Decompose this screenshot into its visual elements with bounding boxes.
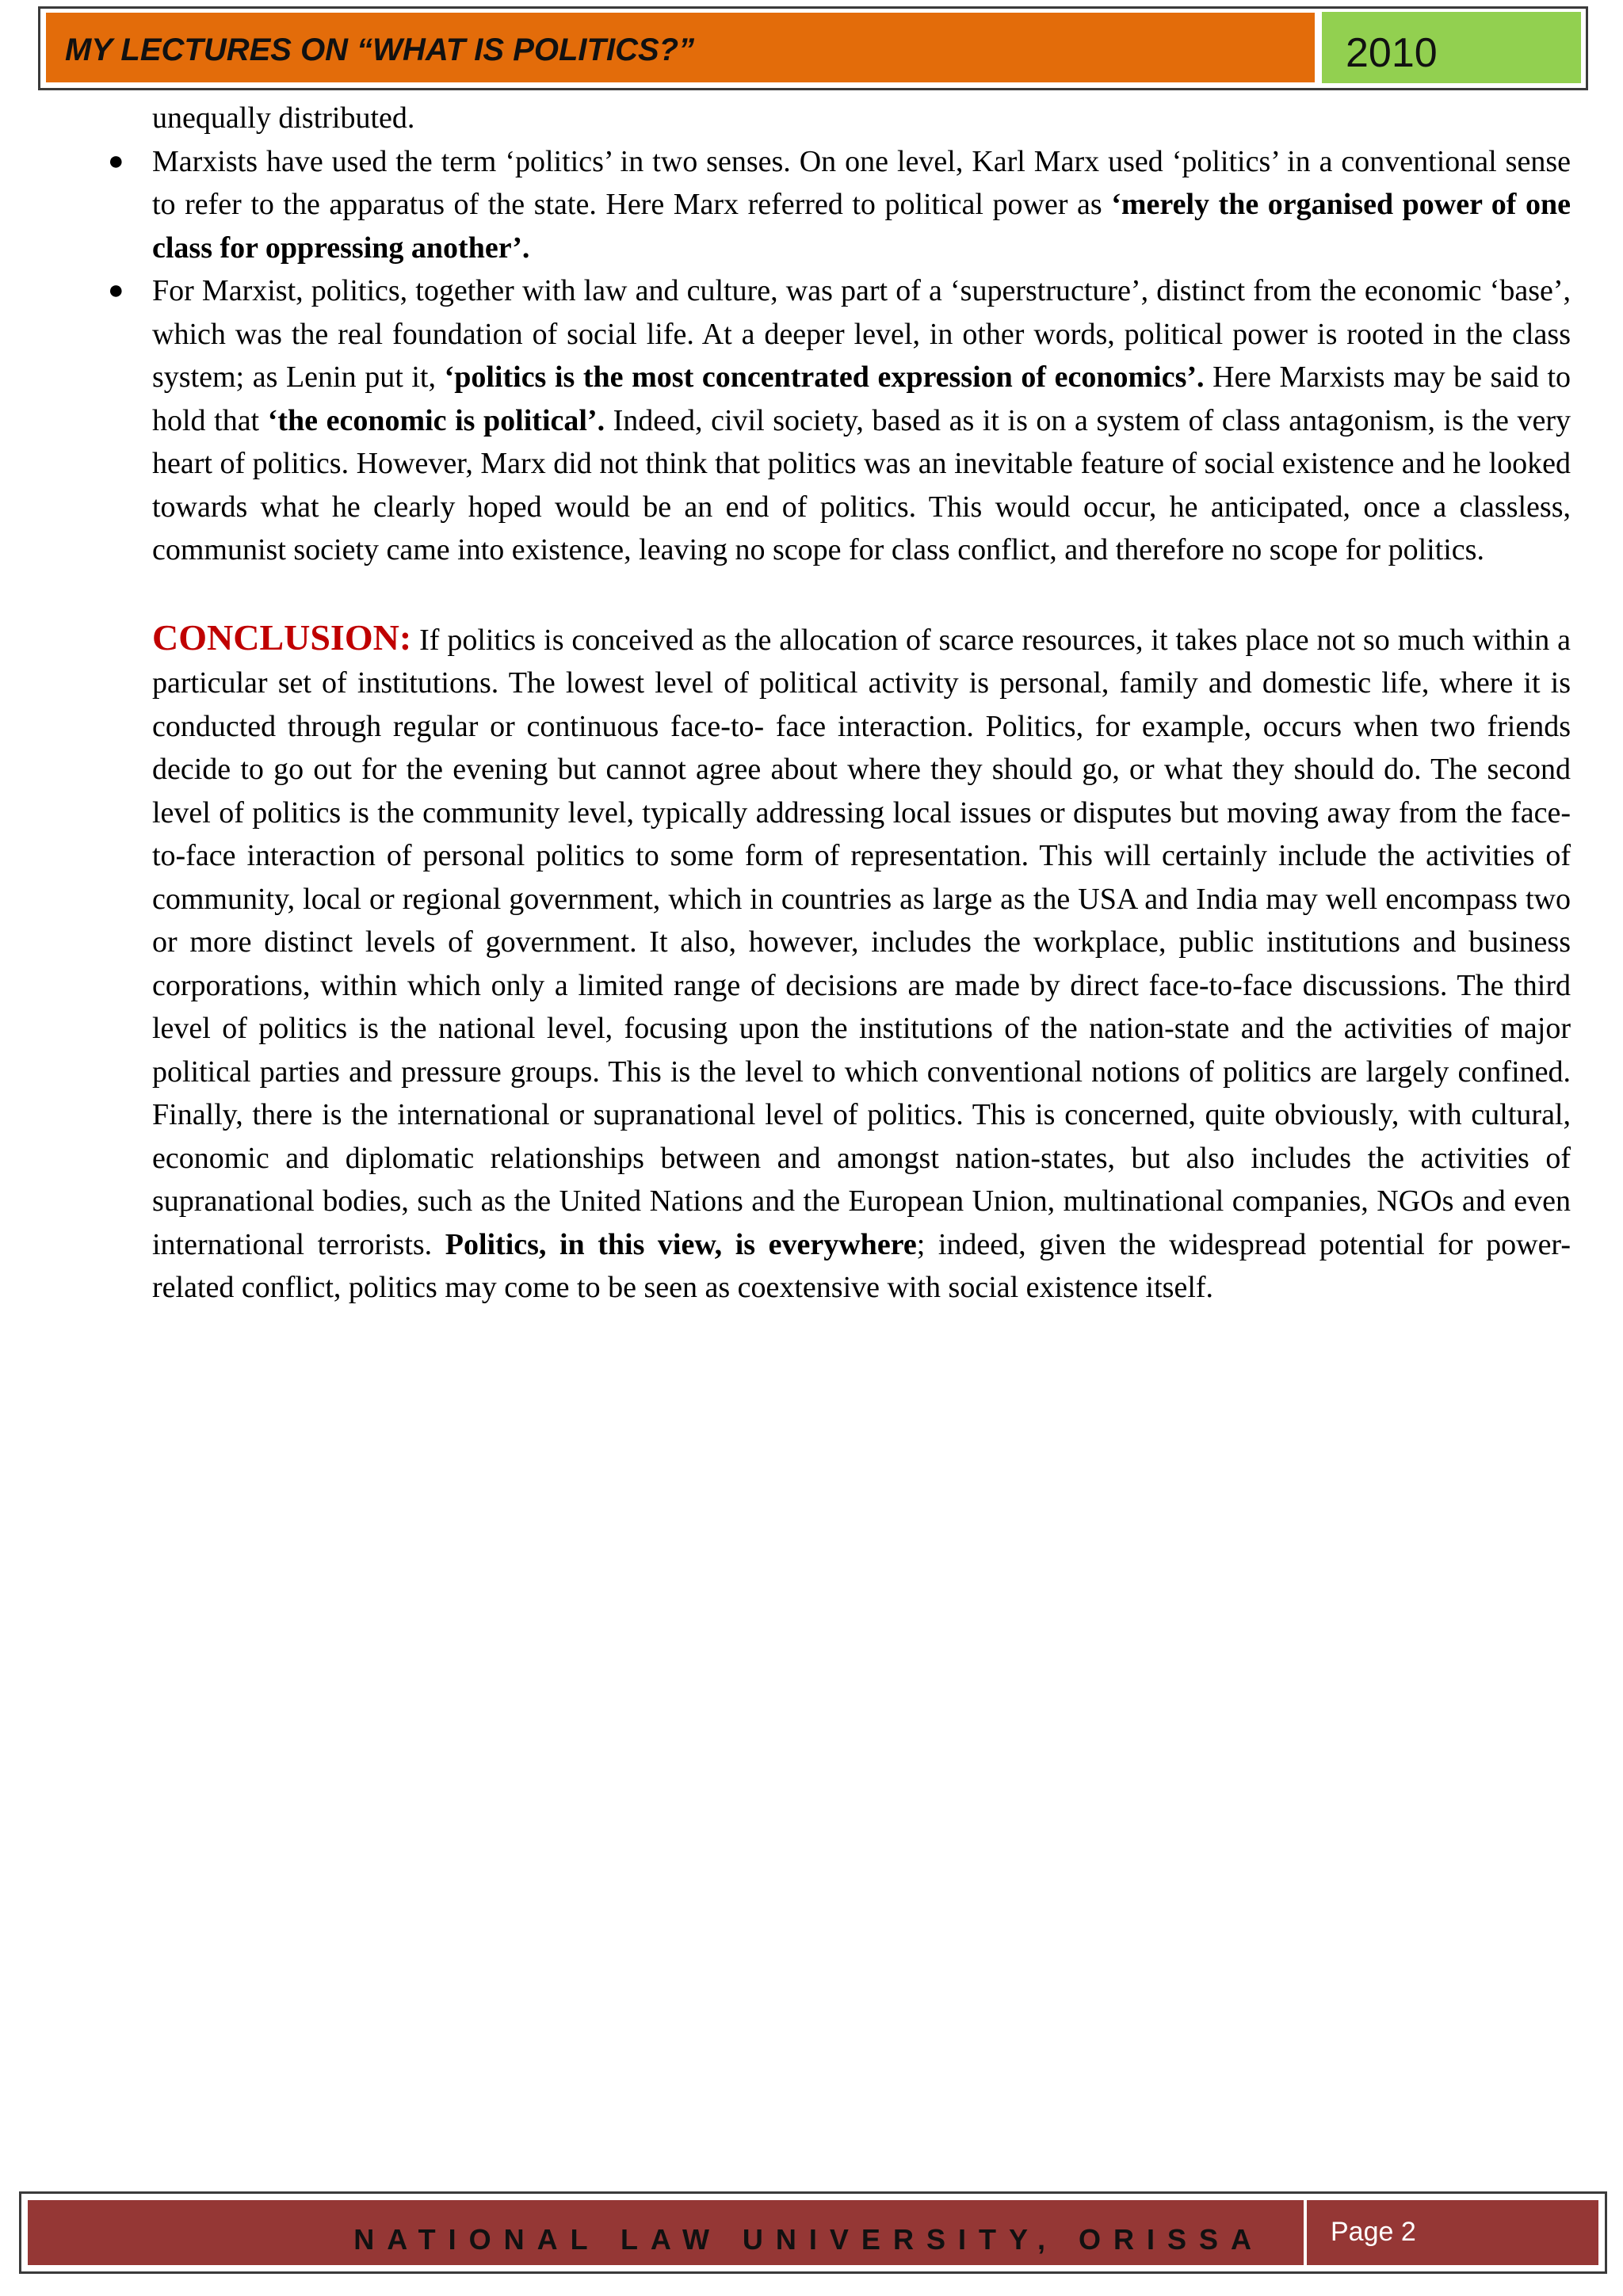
conclusion-paragraph <box>152 616 1571 1310</box>
page-body <box>108 97 1571 1310</box>
bullet-icon: ● <box>108 146 124 176</box>
page-footer <box>19 2191 1607 2274</box>
conclusion-text2: ; indeed, given the widespread potential for power-related conflict, politics may come to be seen as coextensive with social existence itself. <box>152 1227 1571 1304</box>
footer-institution: NATIONAL LAW UNIVERSITY, ORISSA <box>28 2200 1307 2265</box>
bullet2-text2: Here Marxists may be said to hold that <box>152 360 1571 437</box>
bullet2-text1: For Marxist, politics, together with law and culture, was part of a ‘superstructure’, distinct from the economic ‘base’, which was the real foundation of social life. At a deeper level, in other words, political power is rooted in the class system; as Lenin put it, <box>152 274 1571 394</box>
conclusion-heading: CONCLUSION: <box>152 616 412 658</box>
paragraph-gap <box>152 572 1571 616</box>
header-year: 2010 <box>1322 12 1581 83</box>
page-number: Page 2 <box>1331 2217 1416 2247</box>
header-title: MY LECTURES ON “WHAT IS POLITICS?” <box>45 12 1316 83</box>
bullet1-text: Marxists have used the term ‘politics’ in two senses. On one level, Karl Marx used ‘politics’ in a conventional sense to refer to the apparatus of the state. Here Marx referred to political power as <box>152 144 1571 221</box>
intro-line: unequally distributed. <box>152 101 415 135</box>
bullet-item-marx-senses <box>108 140 1571 270</box>
conclusion-bold: Politics, in this view, is everywhere <box>445 1227 917 1261</box>
bullet1-bold: ‘merely the organised power of one class for oppressing another’. <box>152 188 1571 265</box>
conclusion-text1: If politics is conceived as the allocation of scarce resources, it takes place not so much within a particular set of institutions. The lowest level of political activity is personal, family and domestic life, where it is conducted through regular or continuous face-to- face interaction. Politics, for example, occurs when two friends decide to go out for the evening but cannot agree about where they should go, or what they should do. The second level of politics is the community level, typically addressing local issues or disputes but moving away from the face-to-face interaction of personal politics to some form of representation. This will certainly include the activities of community, local or regional government, which in countries as large as the USA and India may well encompass two or more distinct levels of government. It also, however, includes the workplace, public institutions and business corporations, within which only a limited range of decisions are made by direct face-to-face discussions. The third level of politics is the national level, focusing upon the institutions of the nation-state and the activities of major political parties and pressure groups. This is the level to which conventional notions of politics are largely confined. Finally, there is the international or supranational level of politics. This is concerned, quite obviously, with cultural, economic and diplomatic relationships between and amongst nation-states, but also includes the activities of supranational bodies, such as the United Nations and the European Union, multinational companies, NGOs and even international terrorists. <box>152 623 1571 1261</box>
bullet2-text3: Indeed, civil society, based as it is on a system of class antagonism, is the very heart of politics. However, Marx did not think that politics was an inevitable feature of social existence and he looked towards what he clearly hoped would be an end of politics. This would occur, he anticipated, once a classless, communist society came into existence, leaving no scope for class conflict, and therefore no scope for politics. <box>152 403 1571 566</box>
bullet-icon: ● <box>108 276 124 305</box>
bullet2-bold2: ‘the economic is political’. <box>267 403 605 437</box>
bullet-item-superstructure <box>108 269 1571 572</box>
bullet2-bold1: ‘politics is the most concentrated expression of economics’. <box>444 360 1205 394</box>
page-header <box>38 6 1588 90</box>
